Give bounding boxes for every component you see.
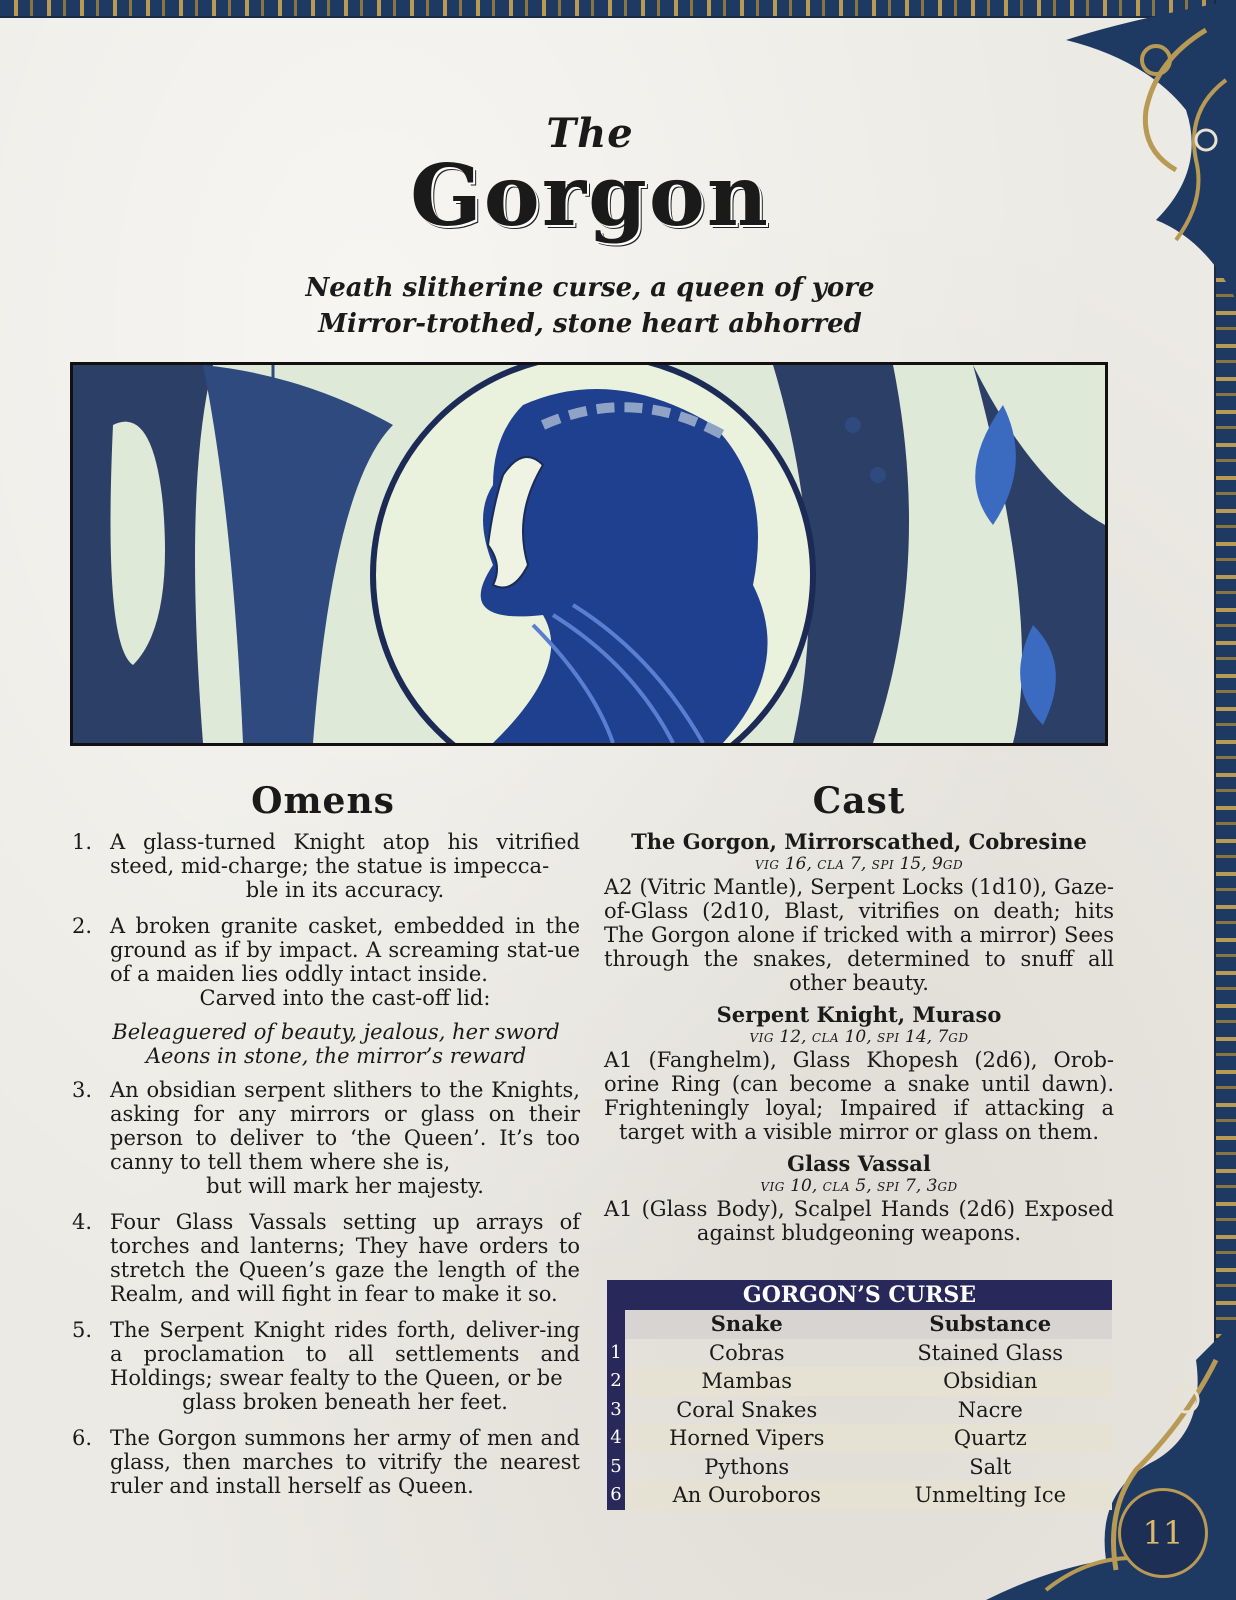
title-main: Gorgon: [410, 146, 770, 245]
cell-substance: Quartz: [953, 1426, 1027, 1450]
row-number: 4: [610, 1427, 622, 1448]
subtitle-couplet: [0, 270, 1180, 342]
stat-label-cla: CLA: [817, 858, 845, 872]
gorgons-curse-table: [607, 1280, 1112, 1510]
omen-text: The Gorgon summons her army of men and glass, then marches to vitrify the nearest ruler and install herself as Queen.: [110, 1426, 580, 1498]
stat-gd: 3: [926, 1176, 938, 1196]
verse-line-1: Beleaguered of beauty, jealous, her sword: [112, 1020, 560, 1044]
stat-vig: 10,: [790, 1176, 818, 1196]
stat-cla: 10,: [844, 1027, 872, 1047]
npc-description: A1 (Glass Body), Scalpel Hands (2d6) Exposed against bludgeoning weapons.: [604, 1197, 1114, 1245]
row-number: 2: [610, 1370, 622, 1391]
npc-description: A1 (Fanghelm), Glass Khopesh (2d6), Orob-orine Ring (can become a snake until dawn). Frighteningly loyal; Impaired if attacking a target with a visible mirror or glass on them.: [604, 1048, 1114, 1144]
cell-snake: An Ouroboros: [672, 1483, 821, 1507]
stat-spi: 7,: [905, 1176, 922, 1196]
omen-verse: [92, 1020, 580, 1068]
omen-text-last-line: Carved into the cast-off lid:: [199, 986, 491, 1010]
stat-vig: 12,: [779, 1027, 807, 1047]
column-header-substance: Substance: [929, 1311, 1052, 1336]
stat-label-spi: SPI: [877, 1180, 900, 1194]
verse-line-2: Aeons in stone, the mirror’s reward: [145, 1044, 527, 1068]
omen-text-last-line: but will mark her majesty.: [206, 1174, 484, 1198]
page-number: 11: [1118, 1488, 1208, 1578]
omen-number: 6.: [72, 1426, 93, 1450]
omen-item: [66, 1210, 580, 1306]
title-article: The: [546, 110, 634, 157]
cell-substance: Obsidian: [943, 1369, 1038, 1393]
column-header-snake: Snake: [710, 1311, 783, 1336]
stat-cla: 7,: [850, 854, 867, 874]
stat-label-gd: GD: [942, 858, 964, 872]
stat-label-spi: SPI: [871, 858, 895, 872]
cast-section: [604, 780, 1114, 1245]
omen-text: An obsidian serpent slithers to the Knights, asking for any mirrors or glass on their person to deliver to ‘the Queen’. It’s too canny to tell them where she is,: [110, 1078, 580, 1174]
npc-name: Glass Vassal: [787, 1151, 931, 1176]
cell-snake: Pythons: [704, 1454, 790, 1479]
row-number: 1: [610, 1341, 622, 1363]
omen-text-last-line: glass broken beneath her feet.: [182, 1390, 508, 1414]
stat-label-vig: VIG: [749, 1031, 774, 1045]
cell-snake: Cobras: [709, 1340, 785, 1365]
cell-substance: Nacre: [957, 1397, 1023, 1422]
row-number: 6: [610, 1484, 622, 1505]
stat-gd: 9: [932, 854, 943, 874]
omen-text: The Serpent Knight rides forth, deliver-ing a proclamation to all settlements and Holdings; swear fealty to the Queen, or be: [110, 1318, 580, 1390]
omen-item: [66, 830, 580, 902]
stat-spi: 15,: [899, 854, 927, 874]
omen-text: Four Glass Vassals setting up arrays of torches and lanterns; They have orders to stretch the Queen’s gaze the length of the Realm, and will fight in fear to make it so.: [110, 1210, 580, 1306]
cell-snake: Coral Snakes: [676, 1397, 818, 1422]
subtitle-line-1: Neath slitherine curse, a queen of yore: [305, 273, 875, 303]
cell-substance: Salt: [969, 1454, 1012, 1479]
omen-item: [66, 914, 580, 1010]
omen-number: 1.: [72, 830, 93, 854]
npc-description: A2 (Vitric Mantle), Serpent Locks (1d10), Gaze-of-Glass (2d10, Blast, vitrifies on death; hits The Gorgon alone if tricked with a mirror) Sees through the snakes, determined to snuff all other beauty.: [604, 875, 1114, 995]
omen-item: [66, 1078, 580, 1198]
table-row: [625, 1481, 1112, 1510]
omen-number: 2.: [72, 914, 93, 938]
table-row: [625, 1396, 1112, 1425]
gorgon-illustration: [70, 362, 1108, 746]
omen-number: 4.: [72, 1210, 93, 1234]
npc-block-serpent-knight: [604, 1003, 1114, 1144]
table-title: GORGON’S CURSE: [607, 1280, 1112, 1310]
stat-vig: 16,: [784, 854, 812, 874]
cast-heading: Cast: [812, 780, 906, 822]
npc-block-glass-vassal: [604, 1152, 1114, 1245]
stat-label-vig: VIG: [754, 858, 780, 872]
stat-gd: 7: [937, 1027, 949, 1047]
table-grid: [607, 1310, 1112, 1510]
cell-snake: Mambas: [701, 1369, 793, 1393]
npc-stats: [604, 1027, 1114, 1048]
table-row: [625, 1424, 1112, 1453]
omens-section: [66, 780, 580, 1510]
cell-substance: Unmelting Ice: [914, 1483, 1067, 1507]
omens-list: [66, 830, 580, 1498]
table-body: [625, 1310, 1112, 1510]
stat-label-cla: CLA: [822, 1180, 850, 1194]
npc-stats: [604, 854, 1114, 875]
page-title: [0, 110, 1180, 245]
cell-substance: Stained Glass: [917, 1340, 1064, 1365]
row-number-header: [607, 1310, 625, 1339]
npc-block-gorgon: [604, 830, 1114, 995]
stat-label-gd: GD: [948, 1031, 969, 1045]
omens-heading: Omens: [251, 780, 395, 822]
omen-number: 5.: [72, 1318, 93, 1342]
stat-cla: 5,: [855, 1176, 872, 1196]
npc-stats: [604, 1176, 1114, 1197]
omen-item: [66, 1426, 580, 1498]
stat-label-cla: CLA: [811, 1031, 840, 1045]
row-number: 5: [610, 1455, 622, 1477]
table-row: [625, 1339, 1112, 1368]
table-number-column: [607, 1310, 625, 1510]
cell-snake: Horned Vipers: [669, 1426, 825, 1450]
omen-text: A glass-turned Knight atop his vitrified steed, mid-charge; the statue is impecca-: [110, 830, 580, 878]
subtitle-line-2: Mirror-trothed, stone heart abhorred: [318, 309, 862, 339]
stat-label-spi: SPI: [877, 1031, 900, 1045]
table-header-row: [625, 1310, 1112, 1339]
table-row: [625, 1453, 1112, 1482]
omen-number: 3.: [72, 1078, 93, 1102]
npc-name: Serpent Knight, Muraso: [716, 1002, 1002, 1027]
table-row: [625, 1367, 1112, 1396]
omen-text: A broken granite casket, embedded in the ground as if by impact. A screaming stat-ue of a maiden lies oddly intact inside.: [110, 914, 580, 986]
stat-label-vig: VIG: [760, 1180, 785, 1194]
row-number: 3: [610, 1398, 622, 1420]
omen-text-last-line: ble in its accuracy.: [245, 878, 445, 902]
stat-spi: 14,: [905, 1027, 933, 1047]
npc-name: The Gorgon, Mirrorscathed, Cobresine: [631, 829, 1087, 854]
stat-label-gd: GD: [937, 1180, 958, 1194]
omen-item: [66, 1318, 580, 1414]
